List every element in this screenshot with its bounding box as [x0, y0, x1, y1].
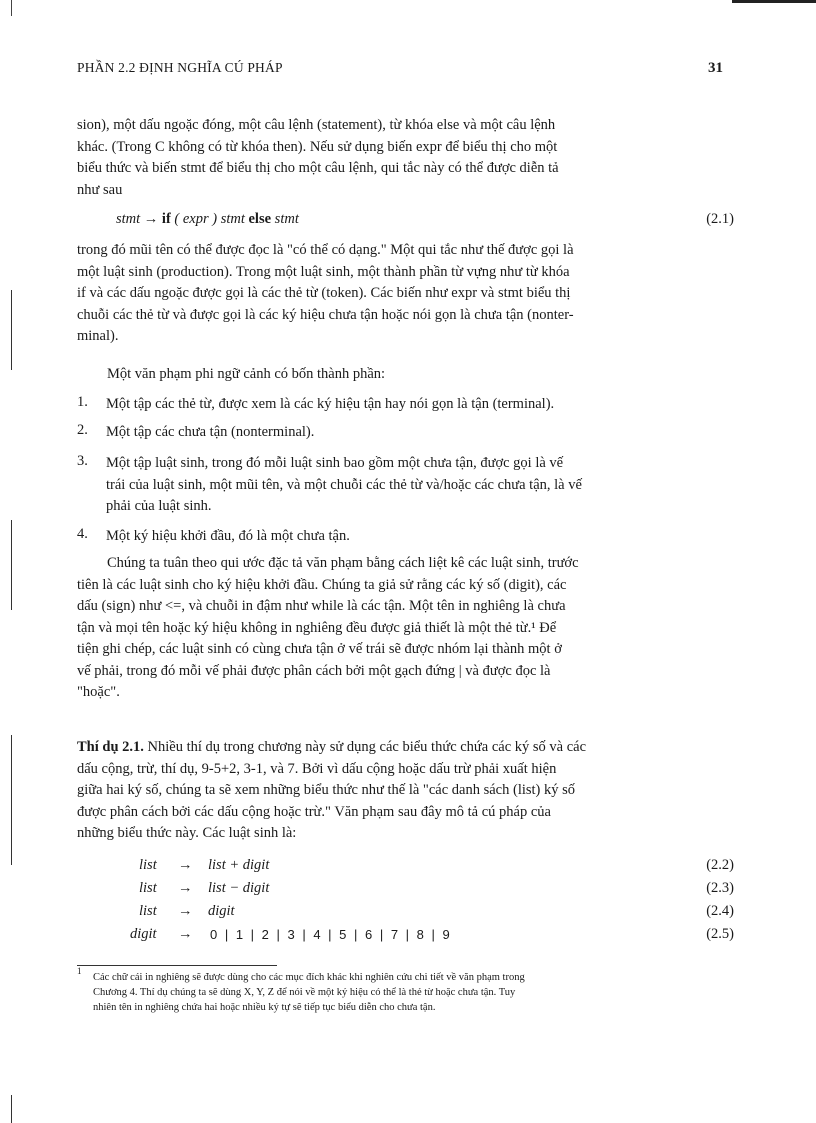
example-text: Nhiều thí dụ trong chương này sử dụng các biểu thức chứa các ký số và các [147, 739, 587, 755]
scan-margin-mark [11, 735, 12, 865]
example-label: Thí dụ 2.1. [77, 739, 144, 755]
scan-top-rule [732, 0, 816, 3]
production-lhs: list [139, 903, 157, 919]
text-line: Một tập luật sinh, trong đó mỗi luật sinh bao gồm một chưa tận, được gọi là vế [106, 455, 564, 471]
arrow-symbol: → [143, 211, 159, 227]
equation-number: (2.3) [706, 880, 734, 896]
list-item [106, 394, 734, 416]
production-rhs: 0 | 1 | 2 | 3 | 4 | 5 | 6 | 7 | 8 | 9 [210, 927, 450, 942]
production-row [130, 926, 157, 943]
production-lhs: list [139, 857, 157, 873]
text-line: Một tập các thẻ từ, được xem là các ký hiệu tận hay nói gọn là tận (terminal). [106, 396, 555, 412]
list-number: 2. [77, 422, 88, 438]
list-number: 1. [77, 394, 88, 410]
page-number: 31 [708, 60, 723, 76]
text-line: minal). [77, 328, 119, 344]
list-item [106, 422, 734, 444]
text-line: sion), một dấu ngoặc đóng, một câu lệnh (statement), từ khóa else và một câu lệnh [77, 117, 556, 133]
scan-margin-mark [11, 520, 12, 610]
eq-rhs: ( expr ) stmt [174, 211, 245, 227]
equation-number: (2.4) [706, 903, 734, 919]
text-line [77, 737, 734, 759]
eq-lhs: stmt [116, 211, 141, 227]
arrow-symbol: → [178, 926, 193, 942]
text-line: dấu cộng, trừ, thí dụ, 9-5+2, 3-1, và 7. Bởi vì dấu cộng hoặc dấu trừ phải xuất hiện [77, 760, 557, 777]
grammar-intro [77, 364, 734, 386]
text-line: trái của luật sinh, một mũi tên, và một chuỗi các thẻ từ và/hoặc các chưa tận, là vế [106, 476, 582, 493]
list-number: 3. [77, 453, 88, 469]
text-line: Một văn phạm phi ngữ cảnh có bốn thành phần: [107, 366, 386, 382]
text-line: những biểu thức này. Các luật sinh là: [77, 825, 297, 841]
text-line: Chúng ta tuân theo qui ước đặc tả văn phạm bằng cách liệt kê các luật sinh, trước [107, 555, 579, 571]
text-line: chuỗi các thẻ từ và được gọi là các ký hiệu chưa tận hoặc nói gọn là chưa tận (nonter- [77, 306, 574, 323]
text-line: "hoặc". [77, 684, 120, 700]
text-line: Một tập các chưa tận (nonterminal). [106, 424, 315, 440]
text-line: Các chữ cái in nghiêng sẽ được dùng cho các mục đích khác khi nghiên cứu chi tiết về văn phạm trong [93, 972, 525, 983]
production-row [139, 880, 157, 897]
text-line: biểu thức và biến stmt để biểu thị cho một câu lệnh, qui tắc này có thể được diễn tả [77, 160, 559, 176]
equation-2-1 [116, 211, 299, 228]
text-line: nhiên tên in nghiêng chứa hai hoặc nhiều ký tự sẽ tiếp tục biểu diễn cho chưa tận. [93, 1002, 436, 1013]
list-number: 4. [77, 526, 88, 542]
production-list [0, 857, 816, 957]
footnote-rule [77, 965, 277, 966]
production-row [139, 903, 157, 920]
production-paragraph [77, 240, 734, 348]
text-line: Một ký hiệu khởi đầu, đó là một chưa tận. [106, 528, 350, 544]
text-line: tiện ghi chép, các luật sinh có cùng chưa tận ở vế trái sẽ được nhóm lại thành một ở [77, 641, 562, 657]
equation-number: (2.1) [706, 211, 734, 227]
example-2-1 [77, 737, 734, 845]
text-line: vế phải, trong đó mỗi vế phải được phân cách bởi một gạch đứng | và được đọc là [77, 662, 551, 679]
text-line: một luật sinh (production). Trong một luật sinh, một thành phần từ vựng như từ khóa [77, 263, 570, 280]
scan-edge-mark [11, 0, 12, 16]
equation-number: (2.2) [706, 857, 734, 873]
production-rhs: list − digit [208, 880, 270, 896]
list-item [106, 526, 734, 548]
arrow-symbol: → [178, 857, 193, 873]
production-lhs: list [139, 880, 157, 896]
eq-tail: stmt [274, 211, 299, 227]
text-line: dấu (sign) như <=, và chuỗi in đậm như while là các tận. Một tên in nghiêng là chưa [77, 598, 566, 614]
arrow-symbol: → [178, 903, 193, 919]
footnote-mark: 1 [77, 966, 82, 976]
text-line: tiên là các luật sinh cho ký hiệu khởi đầu. Chúng ta giả sử rằng các ký số (digit), các [77, 576, 567, 593]
production-rhs: digit [208, 903, 235, 919]
text-line: được phân cách bởi các dấu cộng hoặc trừ." Văn phạm sau đây mô tả cú pháp của [77, 803, 551, 820]
arrow-symbol: → [178, 880, 193, 896]
running-header: PHẦN 2.2 ĐỊNH NGHĨA CÚ PHÁP [77, 60, 283, 75]
text-line: tận và mọi tên hoặc ký hiệu không in nghiêng đều được giả thiết là một thẻ từ.¹ Để [77, 619, 557, 636]
scan-margin-mark [11, 290, 12, 370]
text-line: if và các dấu ngoặc được gọi là các thẻ từ (token). Các biến như expr và stmt biểu thị [77, 285, 571, 301]
text-line: trong đó mũi tên có thể được đọc là "có thể có dạng." Một qui tắc như thế được gọi là [77, 242, 574, 258]
footnote [93, 970, 738, 1015]
text-line: phải của luật sinh. [106, 498, 212, 514]
keyword-else: else [248, 211, 272, 227]
production-lhs: digit [130, 926, 157, 942]
text-line: giữa hai ký số, chúng ta sẽ xem những biểu thức như thế là "các danh sách (list) ký số [77, 782, 576, 798]
convention-paragraph [77, 553, 734, 704]
production-row [139, 857, 157, 874]
intro-paragraph [77, 115, 734, 201]
keyword-if: if [161, 211, 171, 227]
text-line: khác. (Trong C không có từ khóa then). Nếu sử dụng biến expr để biểu thị cho một [77, 138, 558, 155]
text-line: như sau [77, 181, 123, 198]
scan-margin-mark [11, 1095, 12, 1123]
list-item [106, 453, 734, 518]
equation-number: (2.5) [706, 926, 734, 942]
text-line: Chương 4. Thí dụ chúng ta sẽ dùng X, Y, Z để nói về một ký hiệu có thể là thẻ từ hoặc chưa tận. Tuy [93, 987, 516, 998]
production-rhs: list + digit [208, 857, 270, 873]
